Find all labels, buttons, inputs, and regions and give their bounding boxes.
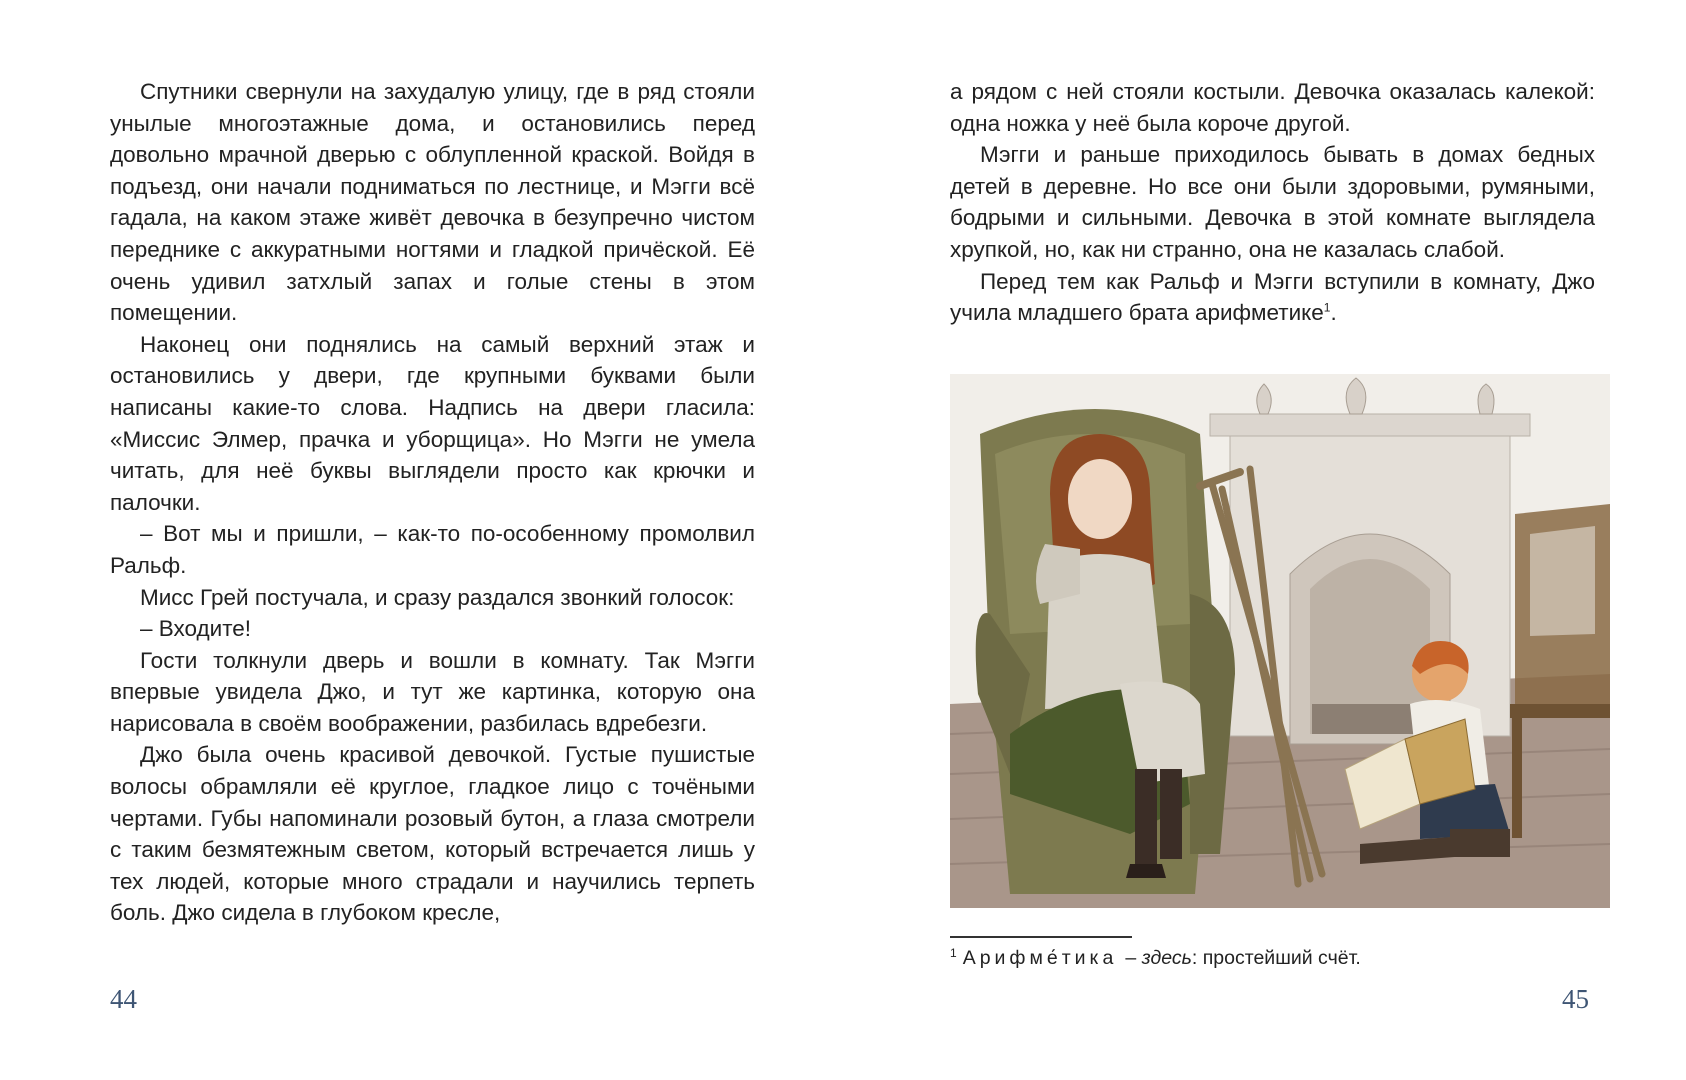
paragraph: Спутники свернули на захудалую улицу, где в ряд стояли унылые многоэтажные дома, и остановились перед довольно мрачной дверью с облупленной краской. Войдя в подъезд, они начали подниматься по лестнице, и Мэгги всё гадала, на каком этаже живёт девочка в безупречно чистом переднике с аккуратными ногтями и гладкой причёской. Её очень удивил затхлый запах и голые стены в этом помещении.: [110, 79, 755, 326]
paragraph: – Входите!: [140, 616, 252, 642]
paragraph: – Вот мы и пришли, – как-то по-особенному промолвил Ральф.: [110, 521, 755, 578]
footnote: [950, 944, 1610, 972]
paragraph: Гости толкнули дверь и вошли в комнату. Так Мэгги впервые увидела Джо, и тут же картинка, которую она нарисовала в своём воображении, разбилась вдребезги.: [110, 647, 755, 736]
footnote-divider: [950, 936, 1132, 938]
paragraph-end: .: [1330, 300, 1337, 326]
page-number-left: 44: [110, 984, 137, 1014]
paragraph-text: Перед тем как Ральф и Мэгги вступили в комнату, Джо учила младшего брата арифметике: [950, 268, 1595, 326]
paragraph: Мэгги и раньше приходилось бывать в домах бедных детей в деревне. Но все они были здоровыми, румяными, бодрыми и сильными. Девочка в этой комнате выглядела хрупкой, но, как ни странно, она не казалась слабой.: [950, 142, 1595, 262]
illustration: [950, 374, 1610, 908]
footnote-dash: –: [1125, 947, 1137, 969]
paragraph: Мисс Грей постучала, и сразу раздался звонкий голосок:: [140, 584, 735, 610]
footnote-reference[interactable]: 1: [1323, 300, 1331, 315]
paragraph: Джо была очень красивой девочкой. Густые пушистые волосы обрамляли её круглое, гладкое лицо с точёными чертами. Губы напоминали розовый бутон, а глаза смотрели с таким безмятежным светом, который встречается лишь у тех людей, которые много страдали и научились терпеть боль. Джо сидела в глубоком кресле,: [110, 742, 755, 926]
page-number-right: 45: [1562, 984, 1589, 1014]
footnote-qualifier: здесь: [1141, 947, 1192, 969]
right-page: [843, 0, 1686, 1080]
right-page-text: [950, 76, 1595, 329]
footnote-mark: 1: [950, 945, 957, 960]
footnote-term: Арифме́тика: [962, 947, 1118, 969]
paragraph-continued: а рядом с ней стояли костыли. Девочка оказалась калекой: одна ножка у неё была короче другой.: [950, 79, 1595, 136]
footnote-definition: : простейший счёт.: [1191, 947, 1361, 969]
illustration-drawing: [950, 374, 1610, 908]
paragraph: Наконец они поднялись на самый верхний этаж и остановились у двери, где крупными буквами были написаны какие-то слова. Надпись на двери гласила: «Миссис Элмер, прачка и уборщица». Но Мэгги не умела читать, для неё буквы выглядели просто как крючки и палочки.: [110, 331, 755, 515]
paragraph: [950, 266, 1595, 329]
left-page-text: [110, 76, 755, 929]
